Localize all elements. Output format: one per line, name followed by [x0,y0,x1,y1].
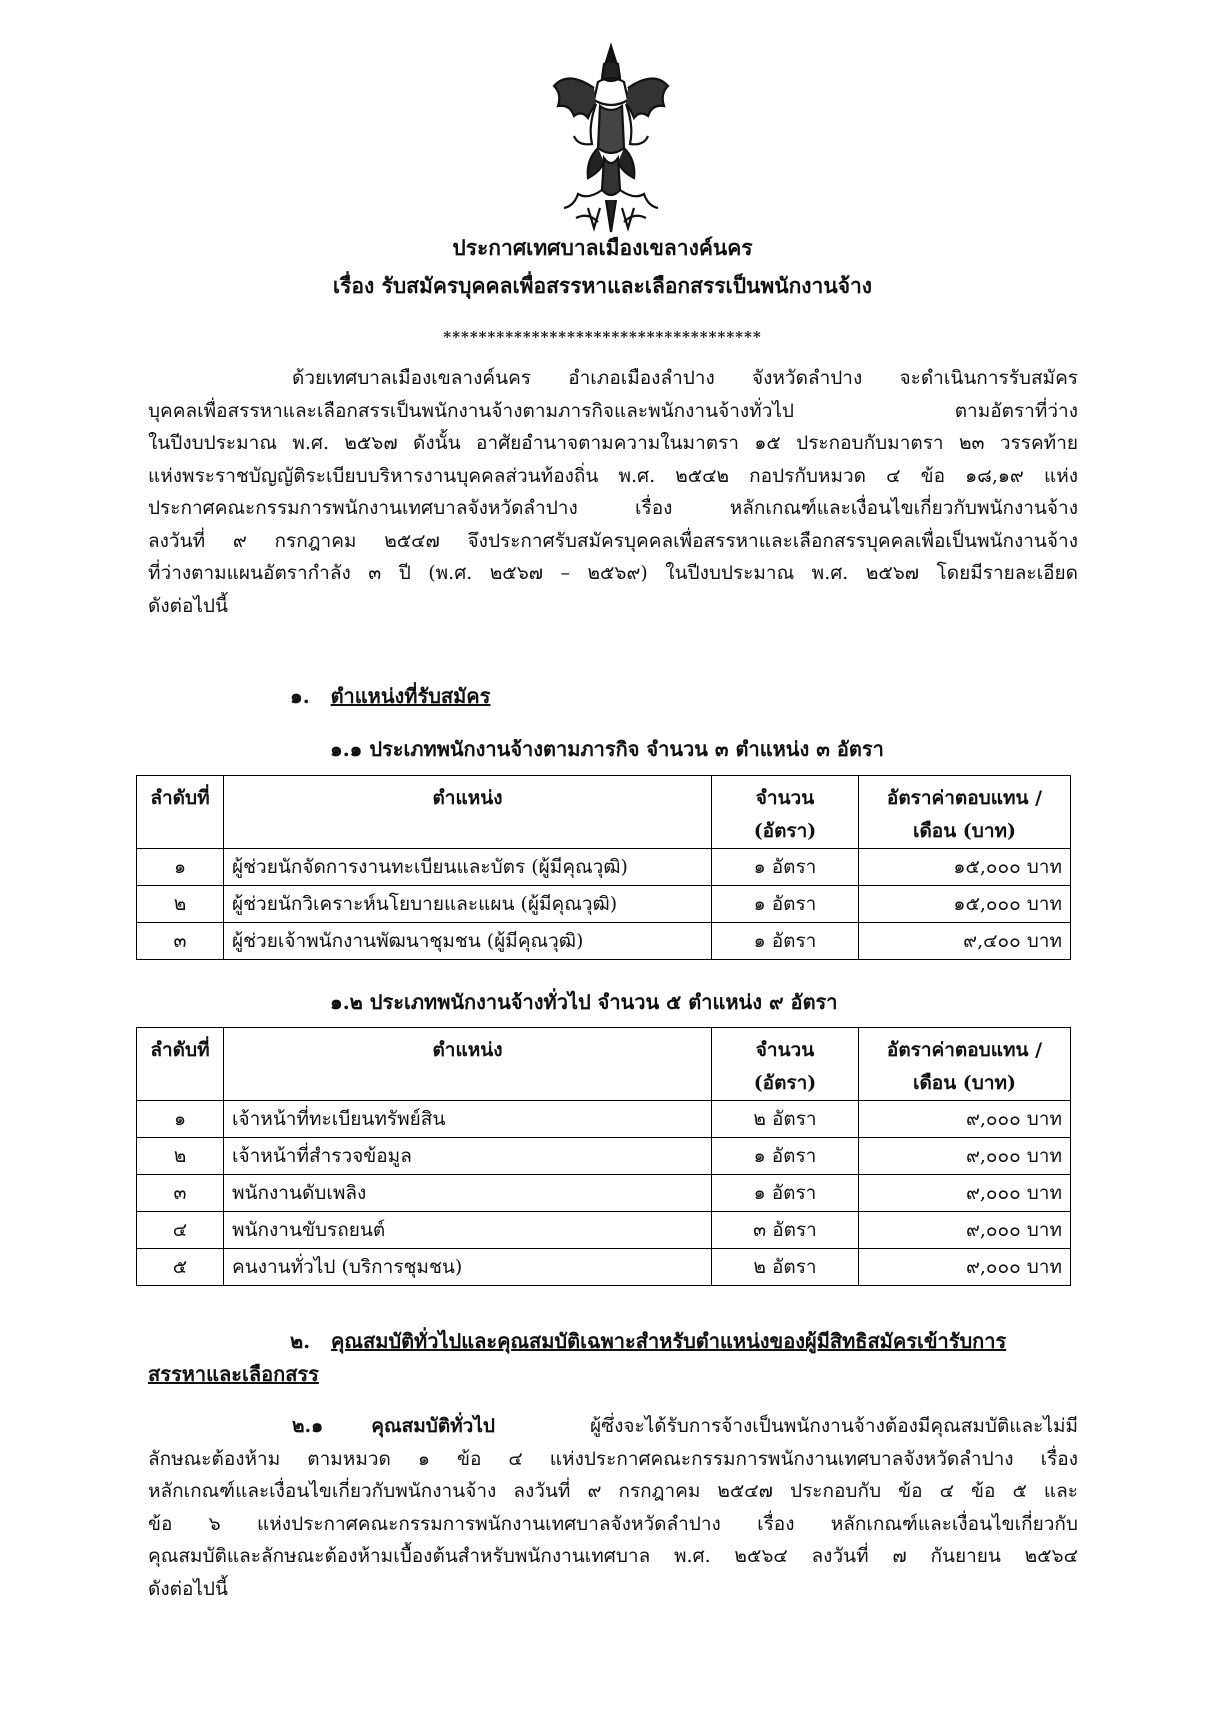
table-1-caption: ๑.๑ ประเภทพนักงานจ้างตามภารกิจ จำนวน ๓ ตำแหน่ง ๓ อัตรา [330,737,884,761]
intro-line: ในปีงบประมาณ พ.ศ. ๒๕๖๗ ดังนั้น อาศัยอำนาจตามความในมาตรา ๑๕ ประกอบกับมาตรา ๒๓ วรรคท้าย [148,432,1078,454]
table-row [137,1175,1071,1212]
row-order: ๕ [137,1249,224,1286]
section-2-1-line [148,1410,1078,1443]
row-position: ผู้ช่วยนักวิเคราะห์นโยบายและแผน (ผู้มีคุณวุฒิ) [224,886,712,923]
header-pay [859,776,1071,849]
section-2-heading [290,1325,1006,1357]
header-count [712,1028,859,1101]
row-order: ๑ [137,849,224,886]
section-2-1-line: หลักเกณฑ์และเงื่อนไขเกี่ยวกับพนักงานจ้าง ลงวันที่ ๙ กรกฎาคม ๒๕๔๗ ประกอบกับ ข้อ ๔ ข้อ ๕ และ [148,1480,1078,1502]
header-position: ตำแหน่ง [224,776,712,849]
row-count: ๑ อัตรา [712,923,859,960]
row-pay: ๙,๐๐๐ บาท [859,1101,1071,1138]
row-pay: ๙,๔๐๐ บาท [859,923,1071,960]
intro-line: ด้วยเทศบาลเมืองเขลางค์นคร อำเภอเมืองลำปาง จังหวัดลำปาง จะดำเนินการรับสมัคร [292,367,1078,389]
section-1-title: ตำแหน่งที่รับสมัคร [330,684,491,708]
header-count-line2: (อัตรา) [753,1072,817,1094]
intro-line: ที่ว่างตามแผนอัตรากำลัง ๓ ปี (พ.ศ. ๒๕๖๗ – ๒๕๖๙) ในปีงบประมาณ พ.ศ. ๒๕๖๗ โดยมีรายละเอียด [148,562,1078,584]
table-2 [136,1027,1071,1286]
row-position: เจ้าหน้าที่สำรวจข้อมูล [224,1138,712,1175]
header-pay-line1: อัตราค่าตอบแทน / [886,787,1043,809]
intro-line: ดังต่อไปนี้ [148,594,228,617]
row-pay: ๑๕,๐๐๐ บาท [859,849,1071,886]
row-count: ๒ อัตรา [712,1249,859,1286]
table-row [137,1249,1071,1286]
row-count: ๒ อัตรา [712,1101,859,1138]
row-order: ๑ [137,1101,224,1138]
row-pay: ๙,๐๐๐ บาท [859,1212,1071,1249]
table-2-caption: ๑.๒ ประเภทพนักงานจ้างทั่วไป จำนวน ๕ ตำแหน่ง ๙ อัตรา [330,990,838,1014]
row-position: พนักงานดับเพลิง [224,1175,712,1212]
header-order: ลำดับที่ [137,1028,224,1101]
section-2-1-line: ลักษณะต้องห้าม ตามหมวด ๑ ข้อ ๔ แห่งประกาศคณะกรรมการพนักงานเทศบาลจังหวัดลำปาง เรื่อง [148,1447,1078,1470]
section-1-number: ๑. [290,684,310,708]
row-pay: ๙,๐๐๐ บาท [859,1138,1071,1175]
table-row [137,1212,1071,1249]
row-count: ๑ อัตรา [712,1175,859,1212]
intro-line: ลงวันที่ ๙ กรกฎาคม ๒๕๔๗ จึงประกาศรับสมัครบุคคลเพื่อสรรหาและเลือกสรรบุคคลเพื่อเป็นพนักงานจ้าง [148,529,1078,552]
header-count-line1: จำนวน [755,1039,815,1061]
header-position: ตำแหน่ง [224,1028,712,1101]
intro-line: ประกาศคณะกรรมการพนักงานเทศบาลจังหวัดลำปาง เรื่อง หลักเกณฑ์และเงื่อนไขเกี่ยวกับพนักงานจ้าง [148,497,1078,519]
intro-line: แห่งพระราชบัญญัติระเบียบบริหารงานบุคคลส่วนท้องถิ่น พ.ศ. ๒๕๔๒ กอปรกับหมวด ๔ ข้อ ๑๘,๑๙ แห่ง [148,464,1078,487]
row-order: ๓ [137,923,224,960]
row-order: ๒ [137,886,224,923]
intro-paragraph [148,362,1078,622]
section-2-1-text: ผู้ซึ่งจะได้รับการจ้างเป็นพนักงานจ้างต้องมีคุณสมบัติและไม่มี [590,1415,1078,1437]
header-pay-line2: เดือน (บาท) [912,820,1017,842]
row-count: ๑ อัตรา [712,886,859,923]
row-position: คนงานทั่วไป (บริการชุมชน) [224,1249,712,1286]
document-title: ประกาศเทศบาลเมืองเขลางค์นคร [452,235,753,260]
garuda-emblem-icon [548,40,674,236]
section-2-1-line: ข้อ ๖ แห่งประกาศคณะกรรมการพนักงานเทศบาลจังหวัดลำปาง เรื่อง หลักเกณฑ์และเงื่อนไขเกี่ยวกับ [148,1512,1078,1535]
document-subject: เรื่อง รับสมัครบุคคลเพื่อสรรหาและเลือกสรรเป็นพนักงานจ้าง [332,273,873,298]
row-count: ๑ อัตรา [712,849,859,886]
intro-line: บุคคลเพื่อสรรหาและเลือกสรรเป็นพนักงานจ้างตามภารกิจและพนักงานจ้างทั่วไป ตามอัตราที่ว่าง [148,399,1078,422]
section-2-title-line2: สรรหาและเลือกสรร [148,1362,319,1386]
table-row [137,1101,1071,1138]
section-2-number: ๒. [290,1329,311,1353]
section-2-1-line: คุณสมบัติและลักษณะต้องห้ามเบื้องต้นสำหรับพนักงานเทศบาล พ.ศ. ๒๕๖๔ ลงวันที่ ๗ กันยายน ๒๕๖๔ [148,1545,1078,1567]
table-row [137,849,1071,886]
table-header-row [137,776,1071,849]
table-1 [136,775,1071,960]
row-order: ๓ [137,1175,224,1212]
row-position: ผู้ช่วยเจ้าพนักงานพัฒนาชุมชน (ผู้มีคุณวุฒิ) [224,923,712,960]
table-header-row [137,1028,1071,1101]
row-position: เจ้าหน้าที่ทะเบียนทรัพย์สิน [224,1101,712,1138]
header-pay-line2: เดือน (บาท) [912,1072,1017,1094]
table-row [137,886,1071,923]
section-2-title-line1: คุณสมบัติทั่วไปและคุณสมบัติเฉพาะสำหรับตำแหน่งของผู้มีสิทธิสมัครเข้ารับการ [331,1329,1007,1353]
section-2-1-paragraph [148,1410,1078,1605]
row-count: ๓ อัตรา [712,1212,859,1249]
row-order: ๔ [137,1212,224,1249]
section-2-1-line: ดังต่อไปนี้ [148,1577,228,1600]
row-position: ผู้ช่วยนักจัดการงานทะเบียนและบัตร (ผู้มีคุณวุฒิ) [224,849,712,886]
row-order: ๒ [137,1138,224,1175]
header-count-line2: (อัตรา) [753,820,817,842]
header-count-line1: จำนวน [755,787,815,809]
row-pay: ๑๕,๐๐๐ บาท [859,886,1071,923]
section-2-1-label: ๒.๑ คุณสมบัติทั่วไป [292,1415,495,1437]
section-1-heading [290,680,490,712]
row-count: ๑ อัตรา [712,1138,859,1175]
row-position: พนักงานขับรถยนต์ [224,1212,712,1249]
header-pay [859,1028,1071,1101]
table-row [137,1138,1071,1175]
header-pay-line1: อัตราค่าตอบแทน / [886,1039,1043,1061]
table-row [137,923,1071,960]
row-pay: ๙,๐๐๐ บาท [859,1175,1071,1212]
row-pay: ๙,๐๐๐ บาท [859,1249,1071,1286]
header-count [712,776,859,849]
title-separator: ************************************ [443,328,762,346]
header-order: ลำดับที่ [137,776,224,849]
